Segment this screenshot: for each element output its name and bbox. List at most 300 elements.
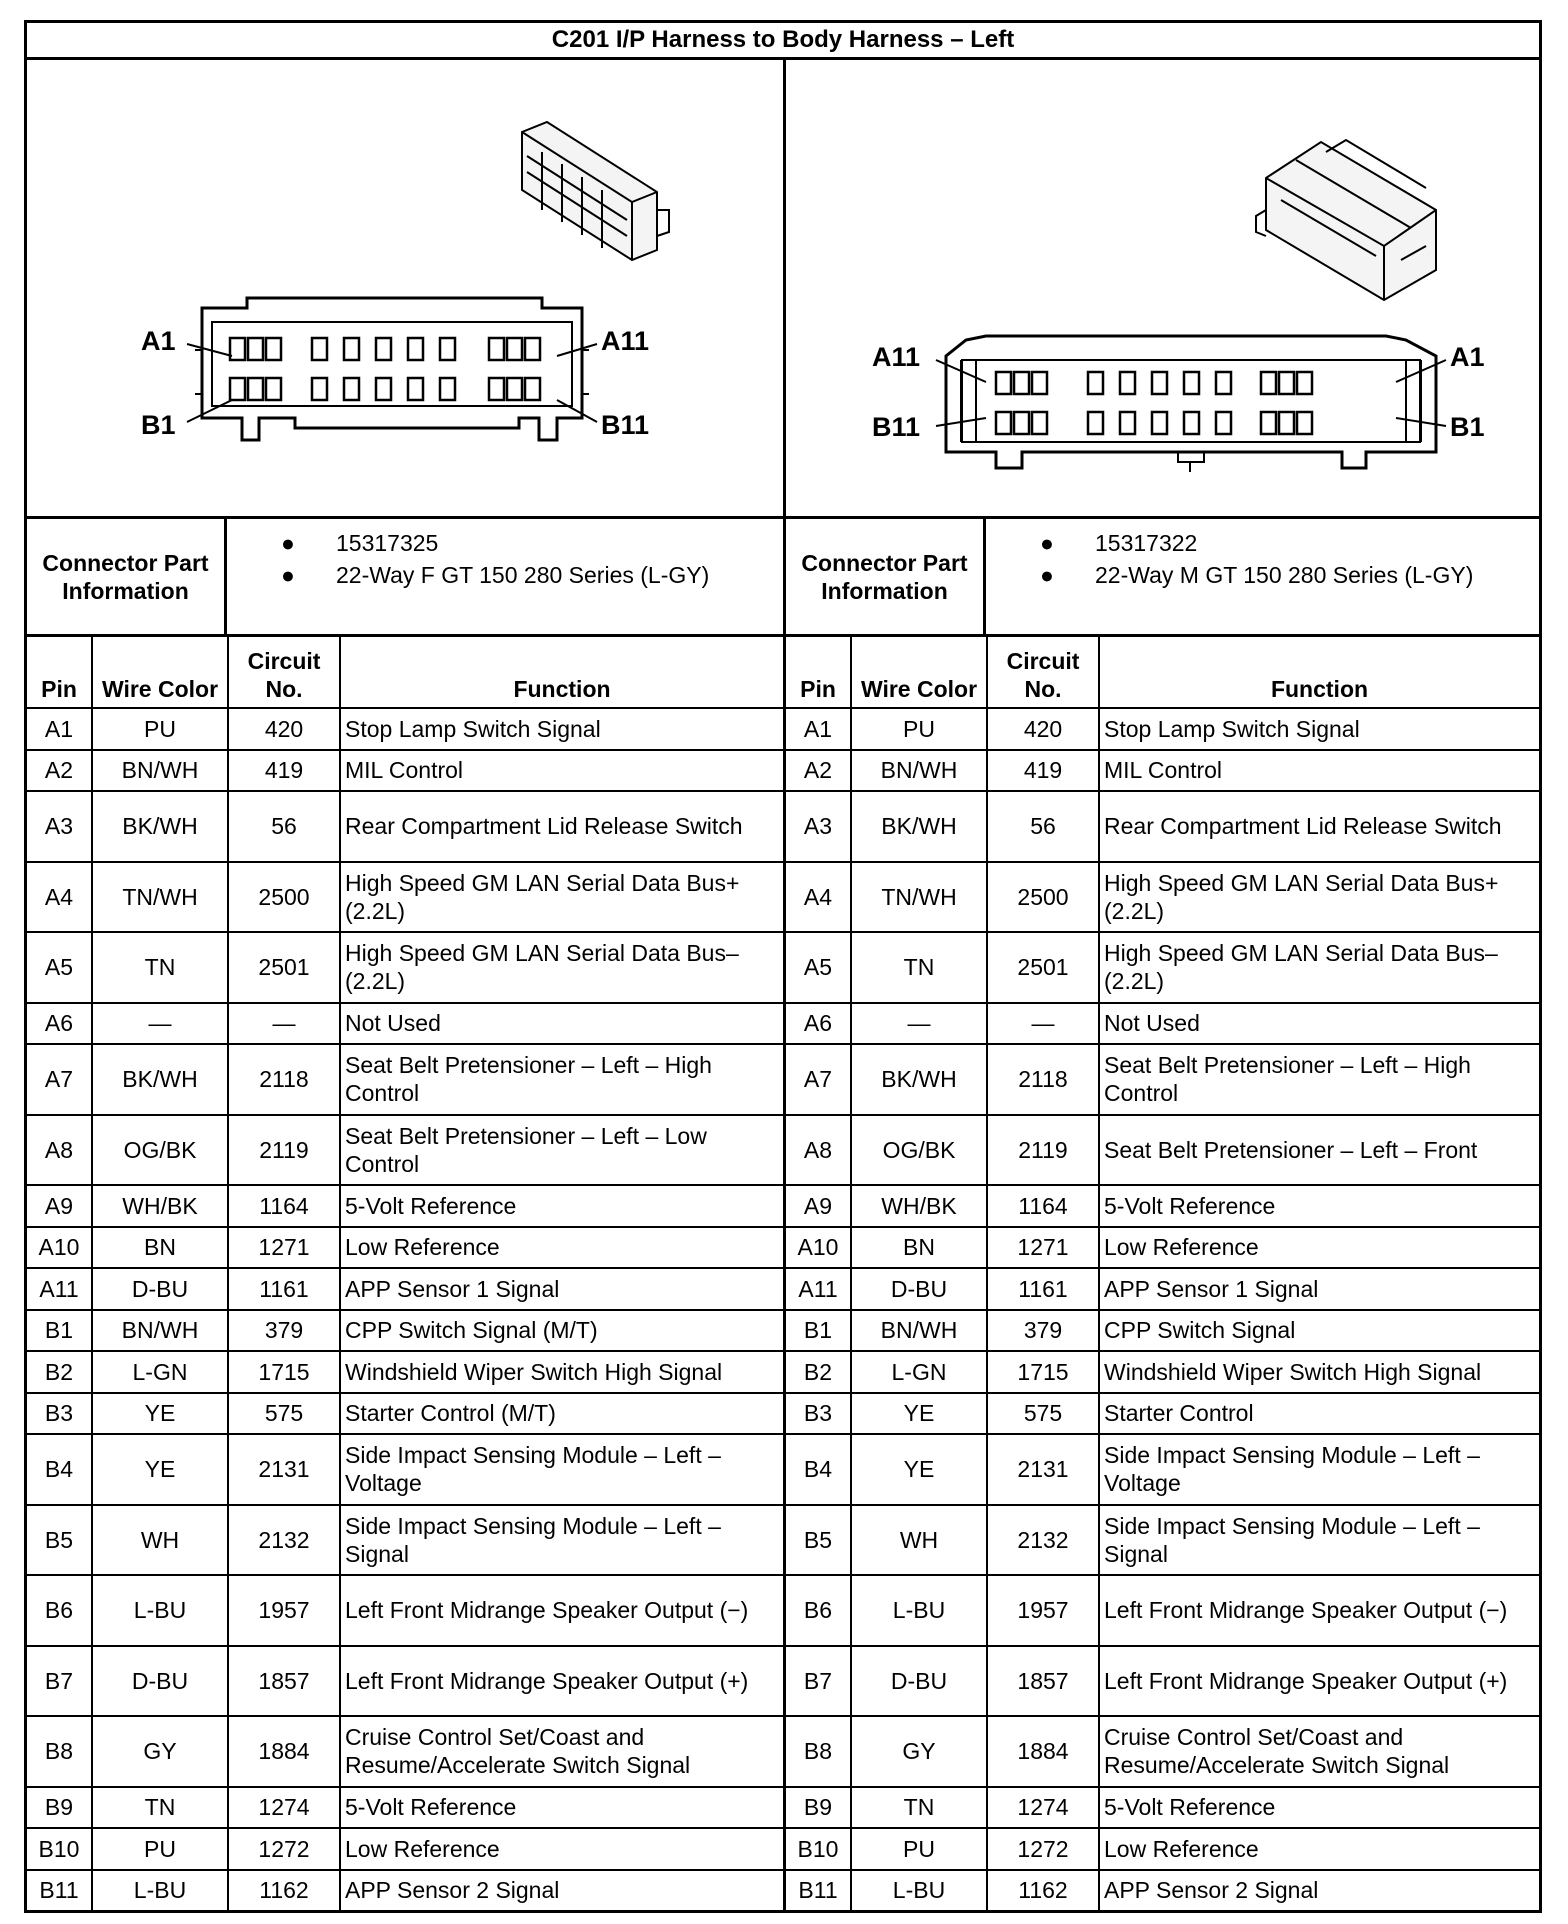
wire-color-cell: L-GN — [851, 1351, 987, 1393]
pin-cell: B8 — [27, 1716, 92, 1787]
wire-color-cell: L-BU — [92, 1575, 228, 1646]
wire-color-cell: — — [92, 1003, 228, 1045]
function-cell: Stop Lamp Switch Signal — [1099, 708, 1539, 750]
table-row — [27, 1310, 783, 1352]
pin-cell: A8 — [27, 1115, 92, 1186]
circuit-cell: 575 — [228, 1393, 340, 1435]
connector-part-info-label: Connector Part Information — [27, 519, 227, 634]
wire-color-cell: D-BU — [92, 1268, 228, 1310]
wire-color-cell: YE — [92, 1393, 228, 1435]
circuit-cell: 2132 — [228, 1505, 340, 1576]
pin-cell: A9 — [27, 1185, 92, 1227]
pin-cell: B4 — [27, 1434, 92, 1505]
cavity — [230, 338, 245, 360]
wire-color-cell: YE — [851, 1434, 987, 1505]
circuit-cell: 379 — [987, 1310, 1099, 1352]
circuit-cell: 420 — [228, 708, 340, 750]
function-cell: APP Sensor 1 Signal — [1099, 1268, 1539, 1310]
cavity — [489, 378, 504, 400]
table-row — [786, 1351, 1539, 1393]
left-pinout-table — [27, 637, 783, 1913]
circuit-cell: 419 — [987, 750, 1099, 792]
pin-cell: B10 — [27, 1828, 92, 1870]
function-cell: Left Front Midrange Speaker Output (+) — [340, 1646, 783, 1717]
circuit-cell: 1164 — [987, 1185, 1099, 1227]
circuit-cell: 1274 — [228, 1787, 340, 1829]
wire-color-cell: BK/WH — [851, 791, 987, 862]
pin-cell: A6 — [27, 1003, 92, 1045]
cavity — [1152, 372, 1167, 394]
cavity — [1088, 372, 1103, 394]
pin-cell: B7 — [786, 1646, 851, 1717]
right-connector-diagram — [786, 60, 1539, 519]
circuit-cell: 1884 — [987, 1716, 1099, 1787]
wire-color-cell: BN/WH — [92, 750, 228, 792]
function-cell: APP Sensor 2 Signal — [1099, 1870, 1539, 1912]
left-part-number: 15317325 — [336, 530, 439, 556]
header-function: Function — [1099, 637, 1539, 708]
circuit-cell: 1957 — [987, 1575, 1099, 1646]
pin-cell: B1 — [27, 1310, 92, 1352]
cavity — [1279, 412, 1294, 434]
table-row — [786, 1310, 1539, 1352]
wire-color-cell: TN/WH — [851, 862, 987, 933]
wire-color-cell: GY — [92, 1716, 228, 1787]
function-cell: High Speed GM LAN Serial Data Bus+ (2.2L) — [340, 862, 783, 933]
header-wire-color: Wire Color — [851, 637, 987, 708]
pin-cell: A7 — [786, 1044, 851, 1115]
circuit-cell: — — [228, 1003, 340, 1045]
table-row — [27, 1393, 783, 1435]
circuit-cell: 420 — [987, 708, 1099, 750]
function-cell: Seat Belt Pretensioner – Left – Low Control — [340, 1115, 783, 1186]
function-cell: Side Impact Sensing Module – Left – Signal — [1099, 1505, 1539, 1576]
table-row — [27, 1351, 783, 1393]
wire-color-cell: YE — [851, 1393, 987, 1435]
cavity — [1032, 372, 1047, 394]
circuit-cell: 1715 — [228, 1351, 340, 1393]
function-cell: Cruise Control Set/Coast and Resume/Accelerate Switch Signal — [1099, 1716, 1539, 1787]
circuit-cell: 1274 — [987, 1787, 1099, 1829]
wire-color-cell: TN — [92, 1787, 228, 1829]
right-pinout-table — [786, 637, 1539, 1913]
circuit-cell: 1715 — [987, 1351, 1099, 1393]
pin-cell: A2 — [786, 750, 851, 792]
table-row — [786, 1505, 1539, 1576]
wire-color-cell: D-BU — [92, 1646, 228, 1717]
function-cell: Low Reference — [340, 1227, 783, 1269]
table-row — [786, 932, 1539, 1003]
wire-color-cell: TN — [851, 1787, 987, 1829]
wire-color-cell: BK/WH — [851, 1044, 987, 1115]
table-row — [27, 1185, 783, 1227]
table-row — [27, 1716, 783, 1787]
function-cell: High Speed GM LAN Serial Data Bus– (2.2L) — [340, 932, 783, 1003]
circuit-cell: 1162 — [987, 1870, 1099, 1912]
function-cell: Low Reference — [1099, 1828, 1539, 1870]
table-row — [27, 708, 783, 750]
pin-cell: A3 — [786, 791, 851, 862]
table-row — [27, 1575, 783, 1646]
circuit-cell: 1272 — [228, 1828, 340, 1870]
wire-color-cell: L-BU — [851, 1870, 987, 1912]
cavity — [1014, 372, 1029, 394]
pin-cell: B2 — [27, 1351, 92, 1393]
wire-color-cell: BK/WH — [92, 1044, 228, 1115]
wire-color-cell: TN/WH — [92, 862, 228, 933]
wire-color-cell: TN — [851, 932, 987, 1003]
diagram-label-b1: B1 — [1450, 412, 1485, 442]
circuit-cell: 2118 — [987, 1044, 1099, 1115]
wire-color-cell: PU — [851, 1828, 987, 1870]
wire-color-cell: BN/WH — [92, 1310, 228, 1352]
function-cell: Stop Lamp Switch Signal — [340, 708, 783, 750]
cavity — [996, 372, 1011, 394]
function-cell: MIL Control — [1099, 750, 1539, 792]
function-cell: Side Impact Sensing Module – Left – Voltage — [340, 1434, 783, 1505]
circuit-cell: 1271 — [228, 1227, 340, 1269]
right-part-description: 22-Way M GT 150 280 Series (L-GY) — [1095, 562, 1474, 588]
function-cell: Seat Belt Pretensioner – Left – Front — [1099, 1115, 1539, 1186]
circuit-cell: 1884 — [228, 1716, 340, 1787]
header-pin: Pin — [27, 637, 92, 708]
header-wire-color: Wire Color — [92, 637, 228, 708]
left-connector-part-info: Connector Part Information ● 15317325 ● 22-Way F GT 150 280 Series (L-GY) — [27, 519, 783, 637]
cavity — [312, 338, 327, 360]
cavity — [1032, 412, 1047, 434]
table-row — [27, 1268, 783, 1310]
circuit-cell: 2119 — [228, 1115, 340, 1186]
cavity — [1261, 412, 1276, 434]
wire-color-cell: PU — [92, 708, 228, 750]
header-function: Function — [340, 637, 783, 708]
circuit-cell: 2131 — [228, 1434, 340, 1505]
circuit-cell: 1957 — [228, 1575, 340, 1646]
table-row — [27, 1227, 783, 1269]
pin-cell: A2 — [27, 750, 92, 792]
table-row — [786, 1870, 1539, 1912]
pin-cell: B7 — [27, 1646, 92, 1717]
function-cell: Low Reference — [1099, 1227, 1539, 1269]
right-connector-panel — [783, 60, 1542, 1913]
wire-color-cell: L-GN — [92, 1351, 228, 1393]
cavity — [507, 338, 522, 360]
function-cell: 5-Volt Reference — [1099, 1185, 1539, 1227]
circuit-cell: — — [987, 1003, 1099, 1045]
connector-sheet — [24, 20, 1542, 1913]
function-cell: Seat Belt Pretensioner – Left – High Control — [340, 1044, 783, 1115]
right-connector-part-info: Connector Part Information ● 15317322 ● 22-Way M GT 150 280 Series (L-GY) — [786, 519, 1539, 637]
circuit-cell: 2131 — [987, 1434, 1099, 1505]
wire-color-cell: OG/BK — [92, 1115, 228, 1186]
circuit-cell: 2500 — [228, 862, 340, 933]
page-title: C201 I/P Harness to Body Harness – Left — [24, 20, 1542, 60]
function-cell: Left Front Midrange Speaker Output (−) — [340, 1575, 783, 1646]
cavity — [489, 338, 504, 360]
function-cell: Side Impact Sensing Module – Left – Signal — [340, 1505, 783, 1576]
pin-cell: A1 — [27, 708, 92, 750]
table-row — [27, 1115, 783, 1186]
function-cell: CPP Switch Signal — [1099, 1310, 1539, 1352]
table-row — [786, 750, 1539, 792]
cavity — [1297, 372, 1312, 394]
table-row — [786, 1268, 1539, 1310]
cavity — [312, 378, 327, 400]
cavity — [440, 338, 455, 360]
wire-color-cell: WH — [92, 1505, 228, 1576]
pin-cell: A11 — [27, 1268, 92, 1310]
circuit-cell: 2118 — [228, 1044, 340, 1115]
wire-color-cell: OG/BK — [851, 1115, 987, 1186]
cavity — [1088, 412, 1103, 434]
function-cell: Seat Belt Pretensioner – Left – High Control — [1099, 1044, 1539, 1115]
pin-cell: B9 — [786, 1787, 851, 1829]
wire-color-cell: GY — [851, 1716, 987, 1787]
header-circuit-no: Circuit No. — [228, 637, 340, 708]
table-row — [786, 1185, 1539, 1227]
table-row — [786, 1393, 1539, 1435]
diagram-label-b11: B11 — [872, 412, 921, 442]
table-row — [786, 1787, 1539, 1829]
table-row — [786, 1003, 1539, 1045]
wire-color-cell: WH/BK — [851, 1185, 987, 1227]
cavity — [266, 338, 281, 360]
female-connector-drawing — [27, 60, 780, 516]
cavity — [1261, 372, 1276, 394]
pin-cell: A10 — [27, 1227, 92, 1269]
cavity — [440, 378, 455, 400]
pin-cell: B3 — [27, 1393, 92, 1435]
cavity — [1184, 372, 1199, 394]
table-row — [786, 1434, 1539, 1505]
table-row — [27, 791, 783, 862]
table-row — [27, 862, 783, 933]
pin-cell: B6 — [27, 1575, 92, 1646]
wire-color-cell: WH — [851, 1505, 987, 1576]
circuit-cell: 2500 — [987, 862, 1099, 933]
table-row — [27, 932, 783, 1003]
female-connector-face — [195, 298, 589, 440]
function-cell: Cruise Control Set/Coast and Resume/Accelerate Switch Signal — [340, 1716, 783, 1787]
diagram-label-b1: B1 — [141, 410, 176, 440]
function-cell: CPP Switch Signal (M/T) — [340, 1310, 783, 1352]
cavity — [525, 338, 540, 360]
pin-cell: B6 — [786, 1575, 851, 1646]
table-row — [27, 1505, 783, 1576]
cavity — [230, 378, 245, 400]
function-cell: APP Sensor 1 Signal — [340, 1268, 783, 1310]
pin-cell: A5 — [786, 932, 851, 1003]
function-cell: 5-Volt Reference — [1099, 1787, 1539, 1829]
pin-cell: B5 — [27, 1505, 92, 1576]
circuit-cell: 2501 — [228, 932, 340, 1003]
function-cell: Left Front Midrange Speaker Output (−) — [1099, 1575, 1539, 1646]
function-cell: Windshield Wiper Switch High Signal — [340, 1351, 783, 1393]
table-row — [27, 1646, 783, 1717]
cavity — [408, 338, 423, 360]
cavity — [376, 378, 391, 400]
diagram-label-a11: A11 — [872, 342, 921, 372]
circuit-cell: 2132 — [987, 1505, 1099, 1576]
header-circuit-no: Circuit No. — [987, 637, 1099, 708]
pin-cell: B5 — [786, 1505, 851, 1576]
right-part-number: 15317322 — [1095, 530, 1198, 556]
table-row — [786, 1575, 1539, 1646]
function-cell: Starter Control (M/T) — [340, 1393, 783, 1435]
circuit-cell: 1162 — [228, 1870, 340, 1912]
table-row — [27, 1787, 783, 1829]
function-cell: MIL Control — [340, 750, 783, 792]
wire-color-cell: BN — [851, 1227, 987, 1269]
table-row — [786, 1115, 1539, 1186]
pin-cell: A8 — [786, 1115, 851, 1186]
pin-cell: A7 — [27, 1044, 92, 1115]
circuit-cell: 1272 — [987, 1828, 1099, 1870]
pin-cell: B3 — [786, 1393, 851, 1435]
function-cell: Low Reference — [340, 1828, 783, 1870]
cavity — [507, 378, 522, 400]
function-cell: Left Front Midrange Speaker Output (+) — [1099, 1646, 1539, 1717]
header-pin: Pin — [786, 637, 851, 708]
wire-color-cell: BN/WH — [851, 750, 987, 792]
pin-cell: A6 — [786, 1003, 851, 1045]
circuit-cell: 1161 — [987, 1268, 1099, 1310]
cavity — [248, 378, 263, 400]
wire-color-cell: TN — [92, 932, 228, 1003]
table-row — [786, 1044, 1539, 1115]
cavity — [1152, 412, 1167, 434]
pin-cell: A1 — [786, 708, 851, 750]
pin-cell: A4 — [27, 862, 92, 933]
diagram-label-a11: A11 — [601, 326, 650, 356]
table-row — [27, 1003, 783, 1045]
connector-part-info-label: Connector Part Information — [786, 519, 986, 634]
function-cell: Not Used — [340, 1003, 783, 1045]
male-connector-3d-icon — [1256, 140, 1436, 300]
cavity — [1120, 372, 1135, 394]
cavity — [525, 378, 540, 400]
cavity — [1014, 412, 1029, 434]
circuit-cell: 1164 — [228, 1185, 340, 1227]
wire-color-cell: D-BU — [851, 1646, 987, 1717]
male-connector-drawing — [786, 60, 1539, 516]
function-cell: High Speed GM LAN Serial Data Bus– (2.2L) — [1099, 932, 1539, 1003]
cavity — [1216, 412, 1231, 434]
table-row — [786, 791, 1539, 862]
wire-color-cell: BN/WH — [851, 1310, 987, 1352]
table-row — [27, 1870, 783, 1912]
table-row — [786, 862, 1539, 933]
pin-cell: A4 — [786, 862, 851, 933]
diagram-label-a1: A1 — [141, 326, 176, 356]
function-cell: Rear Compartment Lid Release Switch — [1099, 791, 1539, 862]
circuit-cell: 56 — [228, 791, 340, 862]
cavity — [996, 412, 1011, 434]
male-connector-face — [946, 336, 1436, 472]
circuit-cell: 379 — [228, 1310, 340, 1352]
wire-color-cell: PU — [851, 708, 987, 750]
pin-cell: A9 — [786, 1185, 851, 1227]
pin-cell: B11 — [786, 1870, 851, 1912]
cavity — [1184, 412, 1199, 434]
cavity — [1120, 412, 1135, 434]
cavity — [376, 338, 391, 360]
function-cell: High Speed GM LAN Serial Data Bus+ (2.2L) — [1099, 862, 1539, 933]
table-row — [27, 1828, 783, 1870]
male-cavities — [996, 372, 1312, 434]
wire-color-cell: BK/WH — [92, 791, 228, 862]
diagram-label-a1: A1 — [1450, 342, 1485, 372]
circuit-cell: 575 — [987, 1393, 1099, 1435]
female-connector-3d-icon — [522, 122, 669, 260]
left-connector-panel — [24, 60, 783, 1913]
pin-cell: B11 — [27, 1870, 92, 1912]
function-cell: Rear Compartment Lid Release Switch — [340, 791, 783, 862]
table-row — [786, 708, 1539, 750]
pin-cell: B10 — [786, 1828, 851, 1870]
pin-cell: A10 — [786, 1227, 851, 1269]
pin-cell: B4 — [786, 1434, 851, 1505]
function-cell: Windshield Wiper Switch High Signal — [1099, 1351, 1539, 1393]
table-row — [786, 1227, 1539, 1269]
cavity — [1279, 372, 1294, 394]
circuit-cell: 419 — [228, 750, 340, 792]
table-row — [27, 750, 783, 792]
table-row — [27, 1044, 783, 1115]
cavity — [344, 338, 359, 360]
wire-color-cell: L-BU — [851, 1575, 987, 1646]
table-row — [786, 1828, 1539, 1870]
wire-color-cell: BN — [92, 1227, 228, 1269]
function-cell: APP Sensor 2 Signal — [340, 1870, 783, 1912]
female-cavities — [230, 338, 540, 400]
table-row — [27, 1434, 783, 1505]
table-row — [786, 1716, 1539, 1787]
cavity — [248, 338, 263, 360]
pin-cell: B9 — [27, 1787, 92, 1829]
left-part-description: 22-Way F GT 150 280 Series (L-GY) — [336, 562, 710, 588]
circuit-cell: 1271 — [987, 1227, 1099, 1269]
pin-cell: B1 — [786, 1310, 851, 1352]
wire-color-cell: — — [851, 1003, 987, 1045]
wire-color-cell: L-BU — [92, 1870, 228, 1912]
function-cell: Not Used — [1099, 1003, 1539, 1045]
function-cell: 5-Volt Reference — [340, 1787, 783, 1829]
circuit-cell: 1161 — [228, 1268, 340, 1310]
cavity — [344, 378, 359, 400]
diagram-label-b11: B11 — [601, 410, 650, 440]
left-connector-diagram — [27, 60, 783, 519]
wire-color-cell: PU — [92, 1828, 228, 1870]
circuit-cell: 56 — [987, 791, 1099, 862]
circuit-cell: 1857 — [987, 1646, 1099, 1717]
pin-cell: B2 — [786, 1351, 851, 1393]
circuit-cell: 2119 — [987, 1115, 1099, 1186]
pin-cell: A5 — [27, 932, 92, 1003]
pin-cell: B8 — [786, 1716, 851, 1787]
function-cell: Starter Control — [1099, 1393, 1539, 1435]
table-row — [786, 1646, 1539, 1717]
circuit-cell: 2501 — [987, 932, 1099, 1003]
circuit-cell: 1857 — [228, 1646, 340, 1717]
wire-color-cell: YE — [92, 1434, 228, 1505]
cavity — [408, 378, 423, 400]
wire-color-cell: WH/BK — [92, 1185, 228, 1227]
function-cell: 5-Volt Reference — [340, 1185, 783, 1227]
pin-cell: A11 — [786, 1268, 851, 1310]
pin-cell: A3 — [27, 791, 92, 862]
function-cell: Side Impact Sensing Module – Left – Voltage — [1099, 1434, 1539, 1505]
